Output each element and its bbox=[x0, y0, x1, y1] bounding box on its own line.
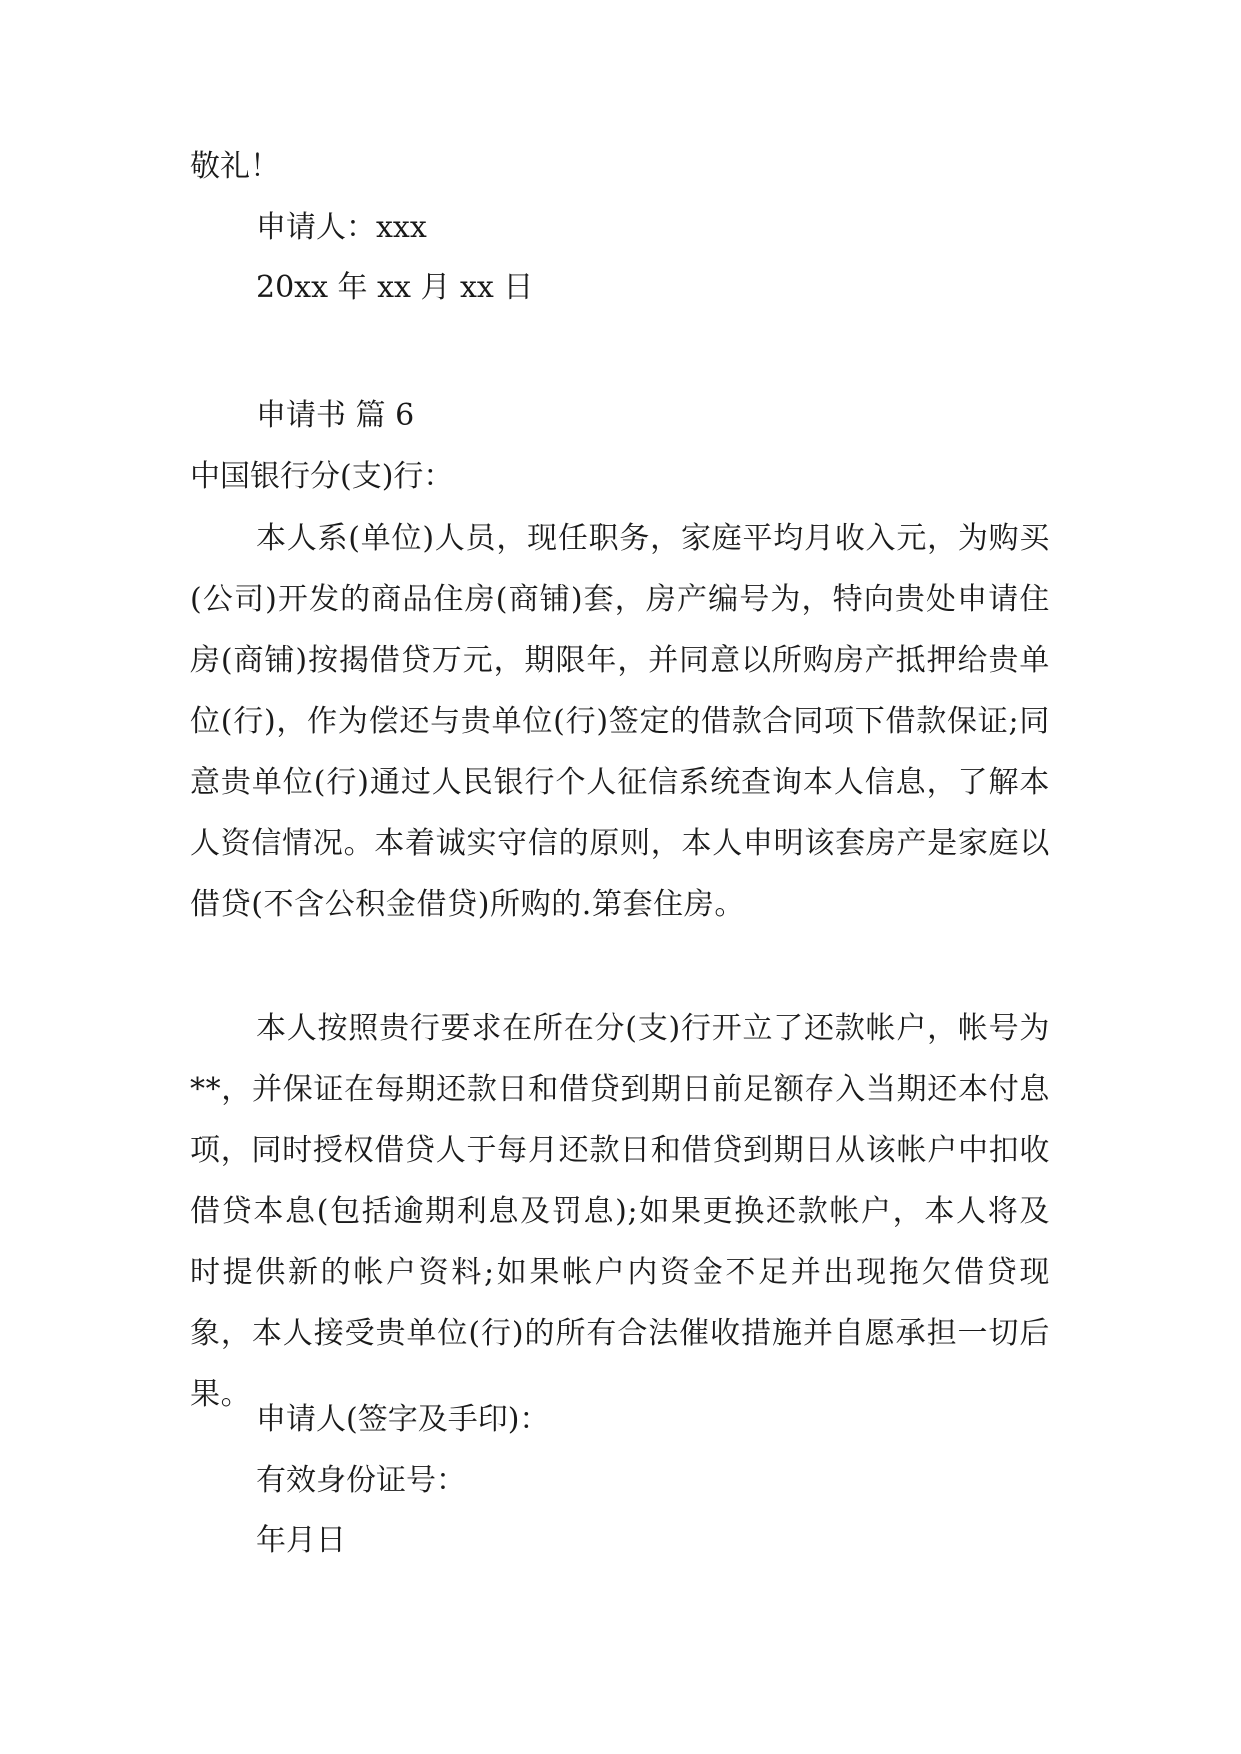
application-paragraph-1: 本人系(单位)人员，现任职务，家庭平均月收入元，为购买(公司)开发的商品住房(商铺)套，房产编号为，特向贵处申请住房(商铺)按揭借贷万元，期限年，并同意以所购房产抵押给贵单位(行)，作为偿还与贵单位(行)签定的借款合同项下借款保证;同意贵单位(行)通过人民银行个人征信系统查询本人信息，了解本人资信情况。本着诚实守信的原则，本人申明该套房产是家庭以借贷(不含公积金借贷)所购的.第套住房。 bbox=[190, 521, 1050, 922]
id-number-line: 有效身份证号： bbox=[256, 1463, 466, 1498]
closing-applicant: 申请人：xxx bbox=[256, 210, 427, 245]
application-paragraph-2: 本人按照贵行要求在所在分(支)行开立了还款帐户，帐号为**，并保证在每期还款日和借贷到期日前足额存入当期还本付息项，同时授权借贷人于每月还款日和借贷到期日从该帐户中扣收借贷本息(包括逾期利息及罚息);如果更换还款帐户，本人将及时提供新的帐户资料;如果帐户内资金不足并出现拖欠借贷现象，本人接受贵单位(行)的所有合法催收措施并自愿承担一切后果。 bbox=[190, 1011, 1050, 1412]
recipient-line: 中国银行分(支)行： bbox=[190, 459, 454, 494]
closing-date: 20xx 年 xx 月 xx 日 bbox=[256, 270, 534, 305]
closing-salutation: 敬礼！ bbox=[190, 149, 280, 184]
date-line: 年月日 bbox=[256, 1523, 346, 1558]
section-heading: 申请书 篇 6 bbox=[256, 398, 415, 433]
signature-line: 申请人(签字及手印)： bbox=[256, 1402, 550, 1437]
